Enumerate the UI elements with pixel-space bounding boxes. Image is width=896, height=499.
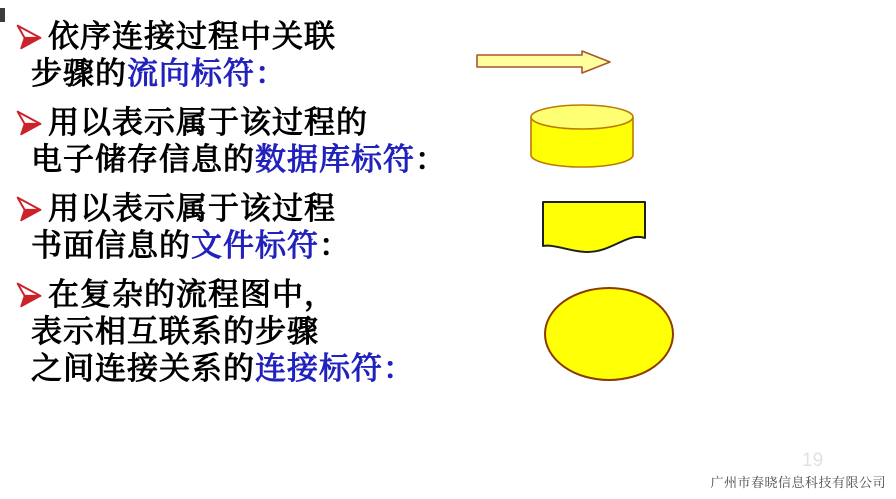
flow-arrow-shape	[475, 49, 613, 76]
red-arrowhead-bullet-icon	[15, 195, 43, 223]
bullet-line	[14, 313, 484, 350]
colon: ：	[415, 142, 447, 177]
bullet-line	[14, 350, 484, 387]
term-connector: 连接标符	[255, 351, 383, 386]
bullet-item-database	[14, 104, 484, 178]
connector-ellipse-shape	[543, 286, 675, 382]
bullet-text: 在复杂的流程图中，	[48, 277, 336, 312]
bullet-line	[14, 104, 484, 141]
bullet-text: 之间连接关系的	[31, 351, 255, 386]
database-cylinder-shape	[529, 103, 635, 169]
term-database: 数据库标符	[255, 142, 415, 177]
red-arrowhead-bullet-icon	[15, 23, 43, 51]
bullet-item-flow-arrow	[14, 18, 484, 92]
bullet-text: 依序连接过程中关联	[48, 19, 336, 54]
bullet-text: 用以表示属于该过程	[48, 191, 336, 226]
bullet-item-document	[14, 190, 484, 264]
company-watermark: 广州市春晓信息科技有限公司	[710, 475, 886, 490]
bullet-line	[14, 276, 484, 313]
bullet-line	[14, 190, 484, 227]
bullet-line	[14, 18, 484, 55]
edge-artifact	[0, 8, 5, 22]
colon: ：	[383, 351, 415, 386]
colon: ：	[319, 228, 351, 263]
bullet-line	[14, 227, 484, 264]
bullet-text: 步骤的	[31, 56, 127, 91]
document-shape	[541, 200, 647, 256]
bullet-text: 表示相互联系的步骤	[31, 314, 319, 349]
bullet-line	[14, 141, 484, 178]
red-arrowhead-bullet-icon	[15, 281, 43, 309]
bullet-text: 书面信息的	[31, 228, 191, 263]
bullet-text-column	[14, 18, 484, 399]
bullet-line	[14, 55, 484, 92]
bullet-text: 用以表示属于该过程的	[48, 105, 368, 140]
faint-page-number: 19	[802, 450, 824, 471]
bullet-item-connector	[14, 276, 484, 387]
bullet-text: 电子储存信息的	[31, 142, 255, 177]
term-document: 文件标符	[191, 228, 319, 263]
term-flow-arrow: 流向标符	[127, 56, 255, 91]
red-arrowhead-bullet-icon	[15, 109, 43, 137]
colon: ：	[255, 56, 287, 91]
